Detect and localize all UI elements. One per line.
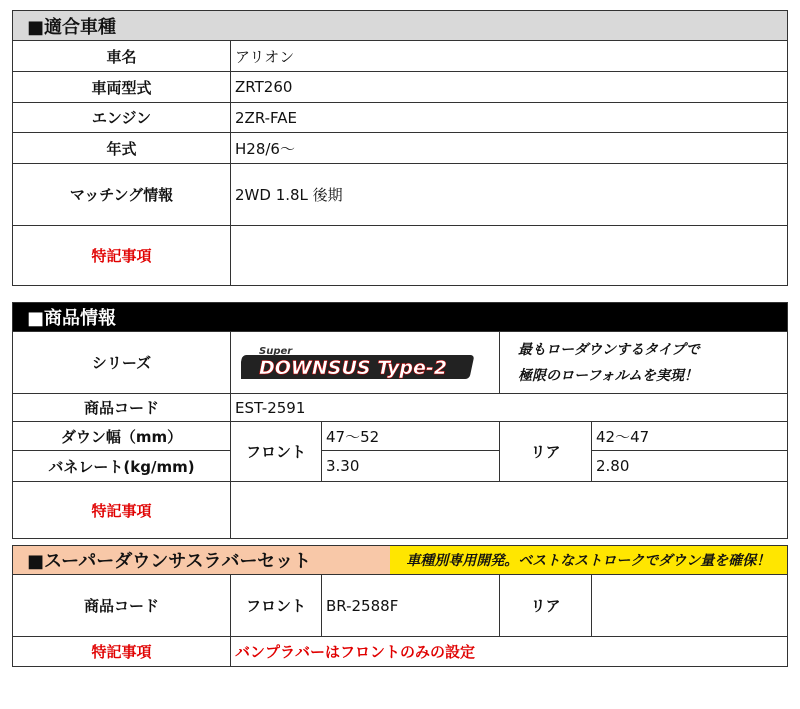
compat-header: ■適合車種 xyxy=(13,11,788,41)
product-notes-label: 特記事項 xyxy=(13,482,231,539)
rear-rate-value: 2.80 xyxy=(592,451,788,482)
bumper-tagline: 車種別専用開発。ベストなストロークでダウン量を確保！ xyxy=(390,546,788,575)
product-code-label: 商品コード xyxy=(13,394,231,422)
series-logo xyxy=(231,332,500,394)
engine-value: 2ZR-FAE xyxy=(231,103,788,133)
year-label: 年式 xyxy=(13,133,231,164)
product-notes-value xyxy=(231,482,788,539)
product-table xyxy=(12,302,788,539)
logo-main-text: DOWNSUS Type-2 xyxy=(259,356,447,379)
bumper-code-label: 商品コード xyxy=(13,575,231,637)
rear-label: リア xyxy=(500,422,592,482)
bumper-header: ■スーパーダウンサスラバーセット xyxy=(13,546,390,575)
product-header: ■商品情報 xyxy=(13,303,788,332)
desc-line-2: 極限のローフォルムを実現！ xyxy=(518,367,699,384)
car-name-value: アリオン xyxy=(231,41,788,72)
model-code-value: ZRT260 xyxy=(231,72,788,103)
engine-label: エンジン xyxy=(13,103,231,133)
desc-line-1: 最もローダウンするタイプで xyxy=(518,341,700,358)
bumper-rear-label: リア xyxy=(500,575,592,637)
compat-notes-value xyxy=(231,226,788,286)
front-label: フロント xyxy=(231,422,322,482)
spring-rate-label: バネレート(kg/mm) xyxy=(13,451,231,482)
downsus-logo-icon xyxy=(241,343,481,383)
year-value: H28/6～ xyxy=(231,133,788,164)
logo-small-text: Super xyxy=(259,345,293,357)
bumper-notes-label: 特記事項 xyxy=(13,637,231,667)
down-amount-label: ダウン幅（mm） xyxy=(13,422,231,451)
front-rate-value: 3.30 xyxy=(322,451,500,482)
compat-table xyxy=(12,10,788,286)
matching-label: マッチング情報 xyxy=(13,164,231,226)
product-code-value: EST-2591 xyxy=(231,394,788,422)
car-name-label: 車名 xyxy=(13,41,231,72)
series-description xyxy=(500,332,788,394)
bumper-front-label: フロント xyxy=(231,575,322,637)
matching-value: 2WD 1.8L 後期 xyxy=(231,164,788,226)
bumper-notes-value: バンプラバーはフロントのみの設定 xyxy=(231,637,788,667)
series-label: シリーズ xyxy=(13,332,231,394)
front-down-value: 47～52 xyxy=(322,422,500,451)
model-code-label: 車両型式 xyxy=(13,72,231,103)
bumper-table xyxy=(12,545,788,667)
bumper-rear-value xyxy=(592,575,788,637)
compat-notes-label: 特記事項 xyxy=(13,226,231,286)
rear-down-value: 42～47 xyxy=(592,422,788,451)
bumper-front-value: BR-2588F xyxy=(322,575,500,637)
